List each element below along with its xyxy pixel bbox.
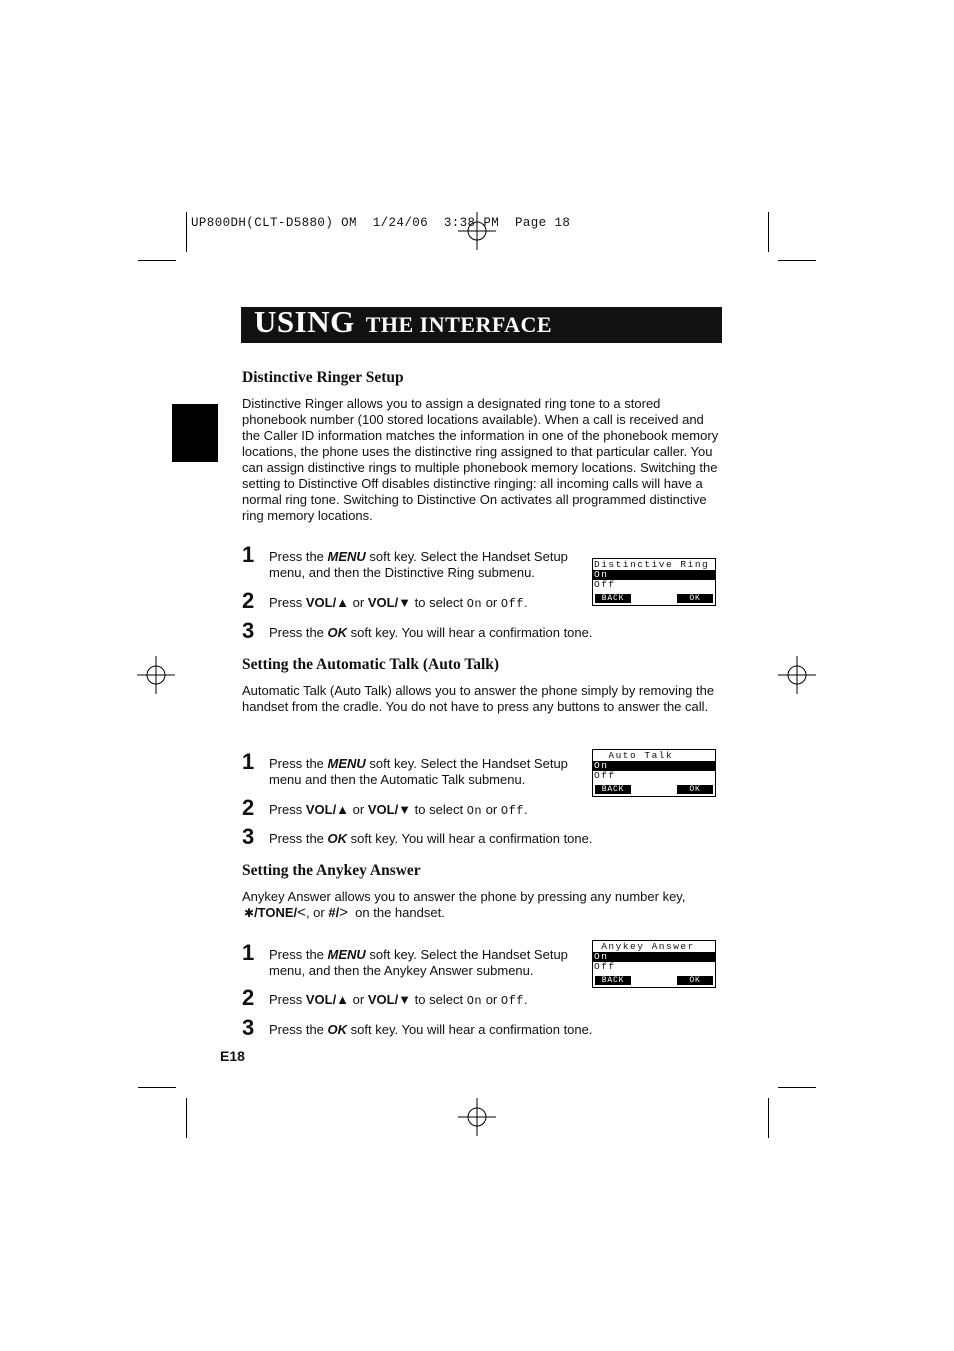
section-banner xyxy=(241,304,722,343)
lcd-ok-softkey: OK xyxy=(677,785,713,794)
step-number: 1 xyxy=(242,542,255,567)
lcd-option-on: On xyxy=(593,570,715,580)
crop-mark xyxy=(186,1098,187,1138)
crop-mark xyxy=(768,1098,769,1138)
step-text: Press the OK soft key. You will hear a confirmation tone. xyxy=(269,831,593,846)
lcd-option-off: Off xyxy=(594,771,616,781)
lcd-ok-softkey: OK xyxy=(677,976,713,985)
menu-key-label: MENU xyxy=(327,947,366,962)
lcd-back-softkey: BACK xyxy=(595,785,631,794)
step-number: 2 xyxy=(242,588,255,613)
step-text: Press the OK soft key. You will hear a confirmation tone. xyxy=(269,1022,593,1037)
lcd-back-softkey: BACK xyxy=(595,976,631,985)
lcd-ok-softkey: OK xyxy=(677,594,713,603)
print-header: UP800DH(CLT-D5880) OM 1/24/06 3:38 PM Page 18 xyxy=(191,216,571,230)
menu-key-label: MENU xyxy=(327,756,366,771)
registration-mark-icon xyxy=(137,656,175,694)
chapter-tab xyxy=(172,404,218,462)
registration-mark-icon xyxy=(778,656,816,694)
section-heading: Distinctive Ringer Setup xyxy=(242,369,404,386)
vol-up-key-label: VOL/▲ xyxy=(305,595,350,610)
ok-key-label: OK xyxy=(327,625,348,640)
step-number: 1 xyxy=(242,940,255,965)
crop-mark xyxy=(778,260,816,261)
vol-up-key-label: VOL/▲ xyxy=(305,992,350,1007)
step-number: 1 xyxy=(242,749,255,774)
lcd-option-on: On xyxy=(593,761,715,771)
lcd-screen xyxy=(592,940,716,988)
step-number: 2 xyxy=(242,985,255,1010)
section-heading: Setting the Anykey Answer xyxy=(242,862,421,879)
section-heading: Setting the Automatic Talk (Auto Talk) xyxy=(242,656,500,673)
star-key-icon: ✱ xyxy=(244,906,255,920)
lcd-screen xyxy=(592,749,716,797)
section-body: Distinctive Ringer allows you to assign a designated ring tone to a stored phonebook number (100 stored locations available). When a call is received and the Caller ID information matches the information in one of the phonebook memory locations, the phone uses the distinctive ring assigned to that particular caller. You can assign distinctive rings to multiple phonebook memory locations. Switching the setting to Distinctive Off disables distinctive ringing: all incoming calls will have a normal ring tone. Switching to Distinctive On activates all programmed distinctive ring memory locations. xyxy=(242,396,719,523)
step-number: 3 xyxy=(242,1015,255,1040)
registration-mark-icon xyxy=(458,1098,496,1136)
lcd-option-off: Off xyxy=(594,962,616,972)
step-text: Press the OK soft key. You will hear a confirmation tone. xyxy=(269,625,593,640)
step-number: 2 xyxy=(242,795,255,820)
step-text: Press the MENU soft key. Select the Handset Setup menu, and then the Anykey Answer submenu. xyxy=(269,947,568,978)
step-text: Press the MENU soft key. Select the Handset Setup menu, and then the Distinctive Ring submenu. xyxy=(269,549,568,580)
banner-title-big: USING xyxy=(254,304,355,339)
lcd-option-on: On xyxy=(593,952,715,962)
lcd-screen xyxy=(592,558,716,606)
lcd-back-softkey: BACK xyxy=(595,594,631,603)
lcd-title: Auto Talk xyxy=(594,750,674,761)
crop-mark xyxy=(778,1087,816,1088)
vol-down-key-label: VOL/▼ xyxy=(367,595,412,610)
step-text: Press VOL/▲ or VOL/▼ to select On or Off. xyxy=(269,802,528,818)
crop-mark xyxy=(138,1087,176,1088)
crop-mark xyxy=(138,260,176,261)
vol-up-key-label: VOL/▲ xyxy=(305,802,350,817)
lcd-title: Anykey Answer xyxy=(594,941,695,952)
page-number: E18 xyxy=(220,1048,245,1064)
ok-key-label: OK xyxy=(327,831,348,846)
step-number: 3 xyxy=(242,618,255,643)
section-body: Automatic Talk (Auto Talk) allows you to answer the phone simply by removing the handset from the cradle. You do not have to press any buttons to answer the call. xyxy=(242,683,715,714)
step-text: Press the MENU soft key. Select the Handset Setup menu and then the Automatic Talk submenu. xyxy=(269,756,568,787)
lcd-option-off: Off xyxy=(594,580,616,590)
menu-key-label: MENU xyxy=(327,549,366,564)
step-text: Press VOL/▲ or VOL/▼ to select On or Off. xyxy=(269,595,528,611)
section-body: Anykey Answer allows you to answer the phone by pressing any number key, ✱/TONE/<, or #/> on the handset. xyxy=(242,889,686,921)
crop-mark xyxy=(768,212,769,252)
vol-down-key-label: VOL/▼ xyxy=(367,802,412,817)
ok-key-label: OK xyxy=(327,1022,348,1037)
step-number: 3 xyxy=(242,824,255,849)
lcd-title: Distinctive Ring xyxy=(594,559,710,570)
banner-title-rest: THE INTERFACE xyxy=(365,312,553,337)
crop-mark xyxy=(186,212,187,252)
step-text: Press VOL/▲ or VOL/▼ to select On or Off. xyxy=(269,992,528,1008)
vol-down-key-label: VOL/▼ xyxy=(367,992,412,1007)
